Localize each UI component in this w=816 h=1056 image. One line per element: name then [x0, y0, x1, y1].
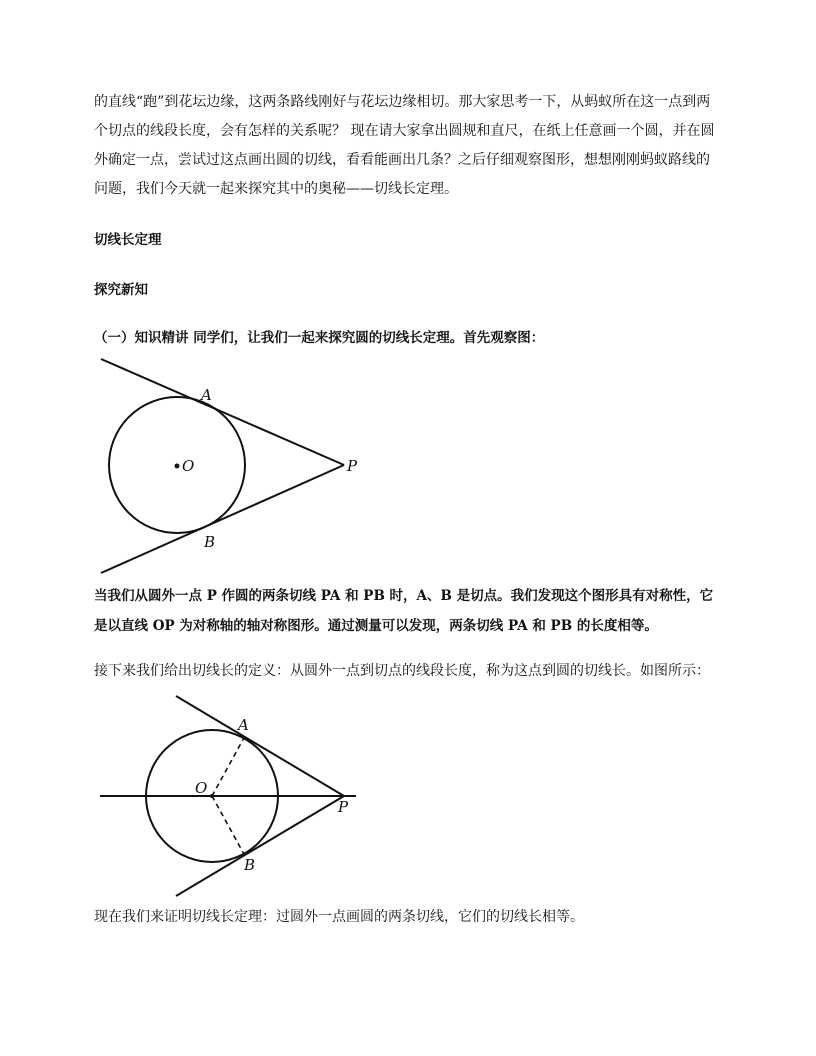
definition-paragraph: 接下来我们给出切线长的定义：从圆外一点到切点的线段长度，称为这点到圆的切线长。如图所示： — [94, 663, 710, 679]
heading-explore: 探究新知 — [94, 282, 148, 298]
figure2-tangent-diagram — [98, 692, 368, 902]
intro-line-1: 的直线“跑”到花坛边缘，这两条路线刚好与花坛边缘相切。那大家思考一下，从蚂蚁所在这一点到两 — [94, 94, 711, 110]
section-one-intro: （一）知识精讲 同学们，让我们一起来探究圆的切线长定理。首先观察图： — [94, 330, 545, 346]
figure1-label-p: P — [347, 457, 358, 475]
figure1-center-dot — [175, 464, 180, 469]
intro-line-2: 个切点的线段长度，会有怎样的关系呢？ 现在请大家拿出圆规和直尺，在纸上任意画一个圆，并在圆 — [94, 123, 715, 139]
observation-line-2: 是以直线 OP 为对称轴的轴对称图形。通过测量可以发现，两条切线 PA 和 PB 的长度相等。 — [94, 618, 658, 634]
figure2-radius-oa — [212, 736, 245, 796]
figure1-label-a: A — [201, 386, 212, 404]
intro-line-4: 问题，我们今天就一起来探究其中的奥秘——切线长定理。 — [94, 181, 458, 197]
figure1-label-o: O — [182, 457, 195, 475]
intro-line-3: 外确定一点，尝试过这点画出圆的切线，看看能画出几条？之后仔细观察图形，想想刚刚蚂蚁路线的 — [94, 152, 710, 168]
observation-line-1: 当我们从圆外一点 P 作圆的两条切线 PA 和 PB 时，A、B 是切点。我们发现这个图形具有对称性，它 — [94, 588, 714, 604]
figure2-label-p: P — [338, 798, 349, 816]
proof-intro: 现在我们来证明切线长定理：过圆外一点画圆的两条切线，它们的切线长相等。 — [94, 909, 584, 925]
intro-paragraph — [94, 88, 724, 204]
figure2-tangent-line-pb — [176, 796, 344, 896]
observation-paragraph — [94, 581, 724, 641]
figure2-center-dot — [210, 794, 214, 798]
figure1-label-b: B — [204, 533, 216, 551]
figure2-radius-ob — [212, 796, 245, 856]
figure1-tangent-line-pa — [101, 359, 344, 465]
figure2-label-a: A — [238, 716, 249, 734]
heading-theorem: 切线长定理 — [94, 232, 162, 248]
figure2-label-o: O — [195, 779, 208, 797]
figure1-tangent-line-pb — [101, 465, 344, 573]
figure2-label-b: B — [244, 856, 256, 874]
figure1-tangent-diagram — [95, 355, 375, 580]
